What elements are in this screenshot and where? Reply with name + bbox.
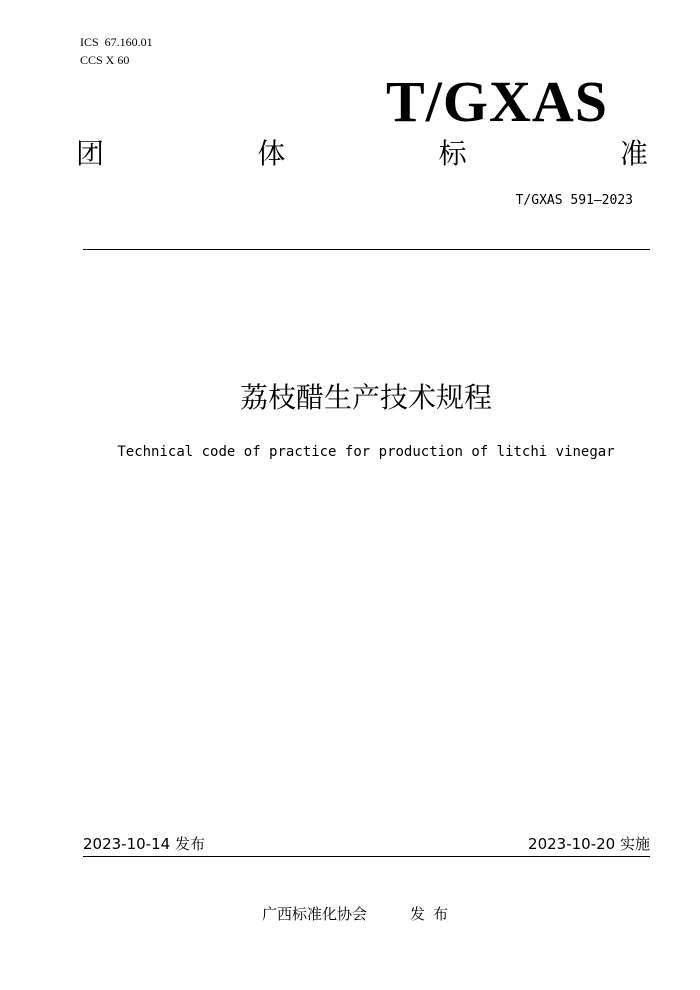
standard-logo: T/GXAS bbox=[386, 69, 608, 134]
bottom-divider bbox=[83, 856, 650, 857]
category-char: 标 bbox=[438, 137, 467, 170]
category-char: 准 bbox=[619, 137, 648, 170]
publish-date: 2023-10-14 发布 bbox=[83, 835, 205, 853]
top-divider bbox=[83, 249, 650, 250]
standard-category bbox=[76, 134, 648, 174]
ics-code: ICS 67.160.01 bbox=[80, 35, 153, 49]
ccs-code: CCS X 60 bbox=[80, 53, 130, 67]
category-char: 团 bbox=[76, 137, 105, 170]
standard-number: T/GXAS 591—2023 bbox=[515, 193, 633, 208]
issue-label: 发布 bbox=[410, 905, 457, 923]
issuing-organization: 广西标准化协会 bbox=[262, 905, 368, 923]
document-title-chinese: 荔枝醋生产技术规程 bbox=[239, 381, 492, 414]
document-title-english: Technical code of practice for production of litchi vinegar bbox=[117, 444, 615, 460]
implement-date: 2023-10-20 实施 bbox=[528, 835, 650, 853]
category-char: 体 bbox=[257, 137, 286, 170]
